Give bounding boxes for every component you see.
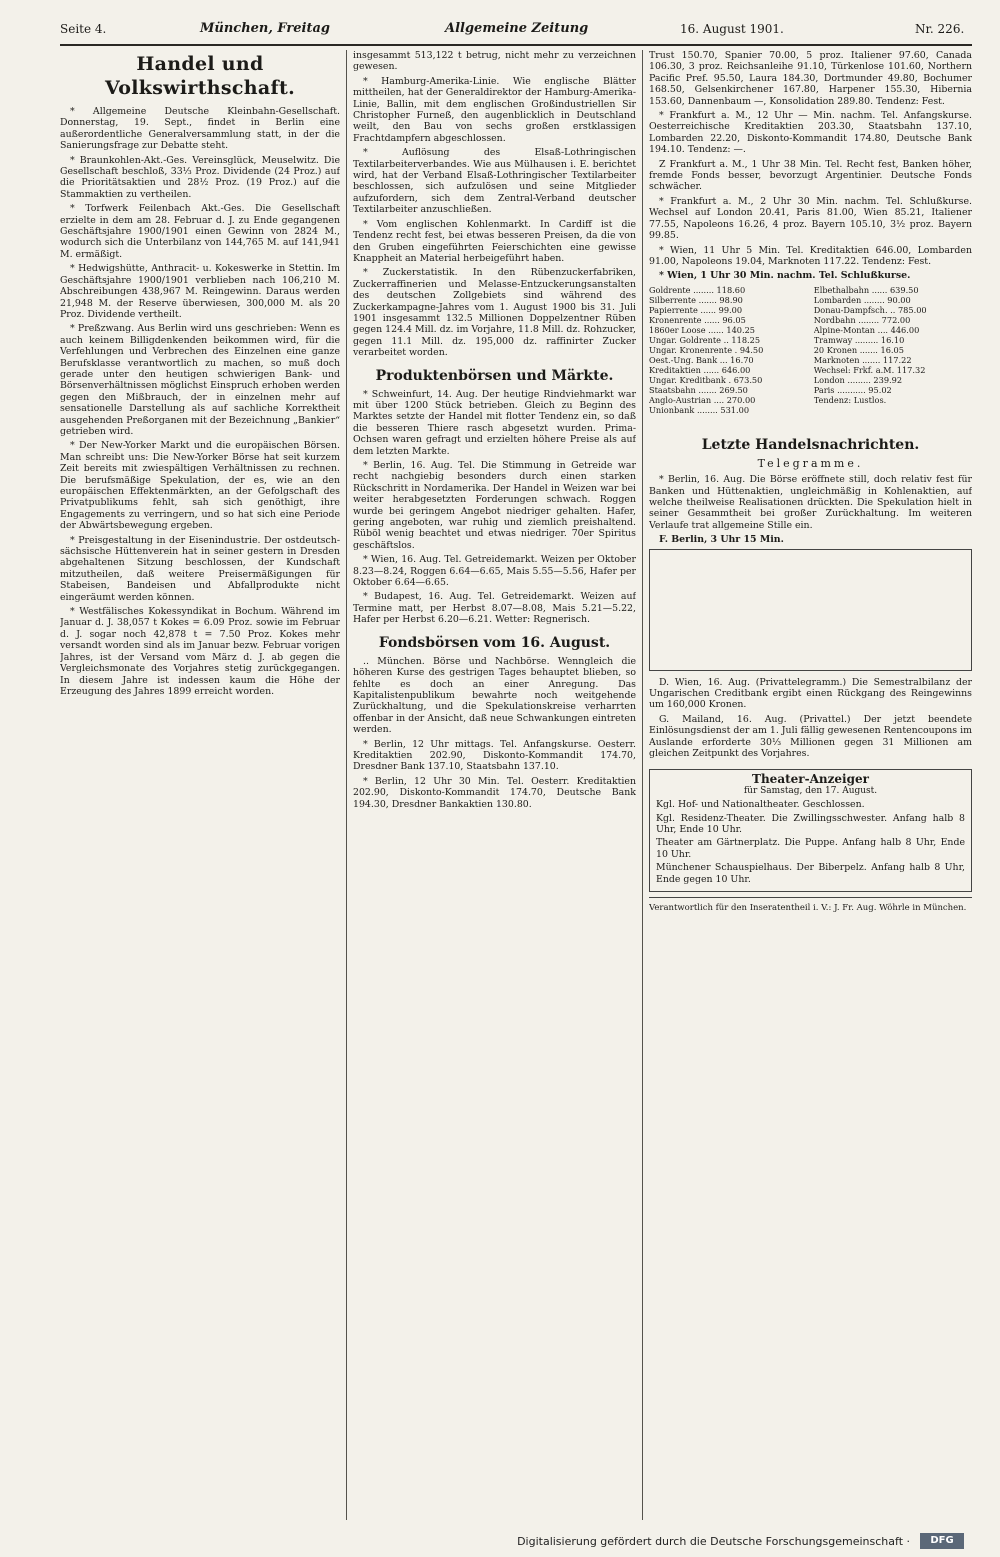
theater-subtitle: für Samstag, den 17. August. [743,785,878,796]
quote-line: Ungar. Goldrente .. 118.25 [649,334,761,345]
article: G. Mailand, 16. Aug. (Privattel.) Der jetzt beendete Einlösungsdienst der am 1. Juli fällig gewesenen Rentencoupons im Auslande erforderte 30⅓ Millionen gegen 31 Millionen am gleichen Zeitpunkt des Vorjahres. [649,713,972,759]
article: * Zuckerstatistik. In den Rübenzuckerfabriken, Zuckerraffinerien und Melasse-Entzuckerungsanstalten des deutschen Zollgebiets sind während des Zuckerkampagne-Jahres vom 1. August 1900 bis 31. Juli 1901 insgesammt 132.5 Millionen Doppelzentner Rüben gegen 124.4 Mill. dz. im Vorjahre, 11.8 Mill. dz. Rohzucker, gegen 11.1 Mill. dz. 195,000 dz. raffinirter Zucker verarbeitet worden. [353,267,636,359]
quote-line: Lombarden ........ 90.00 [813,294,911,305]
quote-line: Kreditaktien ...... 646.00 [649,364,751,375]
quote-line: Nordbahn ........ 772.00 [813,314,911,325]
quote-line: Oest.-Ung. Bank ... 16.70 [649,354,754,365]
column-rule [346,50,347,1520]
article: * Berlin, 16. Aug. Tel. Die Stimmung in Getreide war recht nachgiebig besonders durch einen starken Rückschritt in Nordamerika. Der Handel in Weizen war bei weiter herabgesetzten Forderungen schwach. Roggen wurde bei geringem Angebot niedriger gehalten. Hafer, gering angeboten, war ruhig und ziemlich preishaltend. Rüböl wenig beachtet und etwas niedriger. 70er Spiritus geschäftslos. [353,460,636,551]
quote-line: Unionbank ........ 531.00 [649,404,750,415]
article: * Preisgestaltung in der Eisenindustrie. Der ostdeutsch-sächsische Hüttenverein hat in seiner gestern in Dresden abgehaltenen Sitzung beschlossen, der Kundschaft mitzutheilen, daß weitere Preisermäßigungen für Stabeisen, Bandeisen und Abfallprodukte nicht eingeräumt werden können. [60,534,340,603]
quote-table-right [814,285,969,405]
footer-text: Digitalisierung gefördert durch die Deutsche Forschungsgemeinschaft · [517,1535,910,1548]
quote-line: London ......... 239.92 [813,374,903,385]
quote-line: Tramway ......... 16.10 [813,334,905,345]
article: * Allgemeine Deutsche Kleinbahn-Gesellschaft. Donnerstag, 19. Sept., findet in Berlin eine außerordentliche Generalversammlung statt, in der die Sanierungsfrage zur Debatte steht. [60,106,340,152]
quote-table-left [649,285,804,415]
column-3 [649,50,972,1520]
article: * Preßzwang. Aus Berlin wird uns geschrieben: Wenn es auch keinem Billigdenkenden beikommen wird, für die Verfehlungen und Verbrechen des Einzelnen eine ganze Berufsklasse verantwortlich zu machen, so muß doch gerade unter den heutigen schwierigen Bank- und Börsenverhältnissen möglichst Einspruch erhoben werden gegen den Mißbrauch, der in einzelnen mehr auf sensationelle Darstellung als auf sachliche Korrektheit ausgehenden Preßorganen mit der Bezeichnung „Bankier“ getrieben wird. [60,323,340,437]
theater-entry: Kgl. Hof- und Nationaltheater. Geschlossen. [656,799,865,811]
article-continued: Trust 150.70, Spanier 70.00, 5 proz. Italiener 97.60, Canada 106.30, 3 proz. Reichsanleihe 91.10, Türkenlose 101.60, Northern Pacific Pref. 95.50, Laura 184.30, Dortmunder 49.80, Bochumer 168.50, Gelsenkirchener 167.80, Harpener 155.30, Hibernia 153.60, Dannenbaum —, Konsolidation 289.80. Tendenz: Fest. [649,50,972,107]
section-heading: Produktenbörsen und Märkte. [375,367,614,384]
quote-line: Ungar. Kreditbank . 673.50 [649,374,763,385]
article-continued: insgesammt 513,122 t betrug, nicht mehr zu verzeichnen gewesen. [353,50,636,73]
masthead [60,10,972,46]
article: * Frankfurt a. M., 12 Uhr — Min. nachm. Tel. Anfangskurse. Oesterreichische Kreditaktien 203.30, Staatsbahn 137.10, Lombarden 22.20, Diskonto-Kommandit 174.80, Deutsche Bank 194.10. Tendenz: —. [649,110,972,156]
quote-line: Tendenz: Lustlos. [813,394,887,405]
article: * Braunkohlen-Akt.-Ges. Vereinsglück, Meuselwitz. Die Gesellschaft beschloß, 33⅓ Proz. Dividende (24 Proz.) auf die Prioritätsaktien und 28½ Proz. (19 Proz.) auf die Stammaktien zu vertheilen. [60,154,340,200]
divider [649,897,972,898]
section-heading: Letzte Handelsnachrichten. [701,436,920,453]
responsible-note: Verantwortlich für den Inseratentheil i. V.: J. Fr. Aug. Wöhrle in München. [649,903,967,914]
issue-number: Nr. 226. [915,22,965,36]
footer [0,1527,1000,1557]
issue-date: 16. August 1901. [680,22,784,36]
quote-line: Silberrente ....... 98.90 [649,294,743,305]
column-1 [60,50,340,1520]
berlin-quote-table [649,549,972,671]
newspaper-page [60,10,972,1525]
article: * Wien, 11 Uhr 5 Min. Tel. Kreditaktien 646.00, Lombarden 91.00, Napoleons 19.04, Marknoten 117.22. Tendenz: Fest. [649,244,972,267]
column-rule [642,50,643,1520]
city-day: München, Freitag [200,21,331,36]
quote-line: Marknoten ....... 117.22 [813,354,912,365]
article: * Hamburg-Amerika-Linie. Wie englische Blätter mittheilen, hat der Generaldirektor der Hamburg-Amerika-Linie, Ballin, mit dem englischen Großindustriellen Sir Christopher Furneß, den augenblicklich in Deutschland weilt, den Bau von sechs großen erstklassigen Frachtdampfern abgeschlossen. [353,75,636,144]
article: Z Frankfurt a. M., 1 Uhr 38 Min. Tel. Recht fest, Banken höher, fremde Fonds besser, bevorzugt Argentinier. Deutsche Fonds schwächer. [649,158,972,193]
quote-line: 20 Kronen ....... 16.05 [813,344,904,355]
article: * Berlin, 16. Aug. Die Börse eröffnete still, doch relativ fest für Banken und Hüttenaktien, ungleichmäßig in Kohlenaktien, auf welche theilweise Realisationen drückten. Die Spekulation hielt in seiner Gesammtheit bei großer Zurückhaltung. Im weiteren Verlaufe trat allgemeine Stille ein. [649,474,972,531]
article: * Der New-Yorker Markt und die europäischen Börsen. Man schreibt uns: Die New-Yorker Börse hat seit kurzem Zeit bereits mit zwiespältigen Verhältnissen zu rechnen. Die berufsmäßige Spekulation, der es, wie an den europäischen Effektenmärkten, an der Gefolgschaft des Privatpublikums fehlt, sah sich genöthigt, ihre Engagements zu verringern, und so hat sich eine Periode der Abwärtsbewegung ergeben. [60,440,340,532]
article: * Schweinfurt, 14. Aug. Der heutige Rindviehmarkt war mit über 1200 Stück betrieben. Gleich zu Beginn des Marktes setzte der Handel mit flotter Tendenz ein, so daß die besseren Thiere rasch abgesetzt wurden. Prima-Ochsen waren gefragt und erzielten höhere Preise als auf dem letzten Markte. [353,388,636,457]
quote-table [649,285,972,428]
theater-entry: Theater am Gärtnerplatz. Die Puppe. Anfang halb 8 Uhr, Ende 10 Uhr. [656,837,965,860]
table-title: F. Berlin, 3 Uhr 15 Min. [659,534,784,546]
quote-line: Donau-Dampfsch. .. 785.00 [813,304,927,315]
quote-line: Anglo-Austrian .... 270.00 [649,394,756,405]
column-2 [353,50,636,1520]
theater-entry: Kgl. Residenz-Theater. Die Zwillingsschwester. Anfang halb 8 Uhr, Ende 10 Uhr. [656,812,965,836]
newspaper-title: Allgemeine Zeitung [445,21,589,36]
article: * Westfälisches Kokessyndikat in Bochum. Während im Januar d. J. 38,057 t Kokes = 6.09 Proz. sowie im Februar d. J. sogar noch 42,878 t = 7.50 Proz. Kokes mehr versandt worden sind als im Januar bezw. Februar vorigen Jahres, ist der Versand vom März d. J. ab gegen die Vergleichsmonate des Vorjahres stetig zurückgegangen. In diesem Jahre ist indessen kaum die Höhe der Erzeugung des Jahres 1899 erreicht worden. [60,606,340,697]
dfg-logo: DFG [920,1533,964,1549]
quote-line: 1860er Loose ...... 140.25 [649,324,756,335]
article: * Torfwerk Feilenbach Akt.-Ges. Die Gesellschaft erzielte in dem am 28. Februar d. J. zu Ende gegangenen Geschäftsjahre 1900/1901 einen Gewinn von 2824 M., wodurch sich die Unterbilanz von 144,765 M. auf 141,941 M. ermäßigt. [60,203,340,260]
article: D. Wien, 16. Aug. (Privattelegramm.) Die Semestralbilanz der Ungarischen Creditbank ergibt einen Rückgang des Reingewinns um 160,000 Kronen. [649,676,972,711]
article: * Berlin, 12 Uhr 30 Min. Tel. Oesterr. Kreditaktien 202.90, Diskonto-Kommandit 174.70, Deutsche Bank 194.30, Dresdner Bankaktien 130.80. [353,775,636,810]
article: * Budapest, 16. Aug. Tel. Getreidemarkt. Weizen auf Termine matt, per Herbst 8.07—8.08, Mais 5.21—5.22, Hafer per Herbst 6.20—6.21. Wetter: Regnerisch. [353,591,636,626]
section-heading: Fondsbörsen vom 16. August. [378,634,611,651]
theater-box [649,769,972,892]
quote-line: Ungar. Kronenrente . 94.50 [649,344,764,355]
quote-line: Papierrente ...... 99.00 [649,304,743,315]
section-heading: Handel und Volkswirthschaft. [105,53,295,99]
quote-line: Wechsel: Frkf. a.M. 117.32 [813,364,926,375]
theater-title: Theater-Anzeiger [752,772,869,787]
article: * Auflösung des Elsaß-Lothringischen Textilarbeiterverbandes. Wie aus Mülhausen i. E. berichtet wird, hat der Verband Elsaß-Lothringischer Textilarbeiter beschlossen, sich aufzulösen und seine Mitglieder aufzufordern, sich dem Zentral-Verband deutscher Textilarbeiter anzuschließen. [353,147,636,216]
article: * Frankfurt a. M., 2 Uhr 30 Min. nachm. Tel. Schlußkurse. Wechsel auf London 20.41, Paris 81.00, Wien 85.21, Italiener 77.55, Napoleons 16.26, 4 proz. Bayern 105.10, 3½ proz. Bayern 99.85. [649,195,972,242]
table-title: * Wien, 1 Uhr 30 Min. nachm. Tel. Schlußkurse. [659,270,911,282]
quote-line: Alpine-Montan .... 446.00 [813,324,920,335]
article: * Hedwigshütte, Anthracit- u. Kokeswerke in Stettin. Im Geschäftsjahre 1900/1901 verblieben nach 106,210 M. Abschreibungen 438,967 M. Reingewinn. Daraus werden 21,948 M. der Reserve überwiesen, 300,000 M. als 20 Proz. Dividende vertheilt. [60,263,340,320]
section-subheading: Telegramme. [757,456,864,470]
article: .. München. Börse und Nachbörse. Wenngleich die höheren Kurse des gestrigen Tages behauptet blieben, so fehlte es doch an einer Anregung. Das Kapitalistenpublikum bewahrte noch weitgehende Zurückhaltung, und die Spekulationskreise verharrten offenbar in der Ansicht, daß neue Schwankungen eintreten werden. [353,655,636,736]
page-number: Seite 4. [60,22,107,36]
article: * Wien, 16. Aug. Tel. Getreidemarkt. Weizen per Oktober 8.23—8.24, Roggen 6.64—6.65, Mais 5.55—5.56, Hafer per Oktober 6.64—6.65. [353,554,636,589]
quote-line: Goldrente ........ 118.60 [649,284,746,295]
article: * Vom englischen Kohlenmarkt. In Cardiff ist die Tendenz recht fest, bei etwas besseren Preisen, da die von den Gruben eingeführten Feierschichten eine gewisse Knappheit an Material herbeigeführt haben. [353,218,636,264]
quote-line: Kronenrente ...... 96.05 [649,314,746,325]
article: * Berlin, 12 Uhr mittags. Tel. Anfangskurse. Oesterr. Kreditaktien 202.90, Diskonto-Kommandit 174.70, Dresdner Bank 137.10, Staatsbahn 137.10. [353,738,636,773]
quote-line: Paris ........... 95.02 [813,384,892,395]
quote-line: Staatsbahn ....... 269.50 [649,384,748,395]
theater-entry: Münchener Schauspielhaus. Der Biberpelz. Anfang halb 8 Uhr, Ende gegen 10 Uhr. [656,862,965,885]
quote-line: Elbethalbahn ...... 639.50 [813,284,919,295]
